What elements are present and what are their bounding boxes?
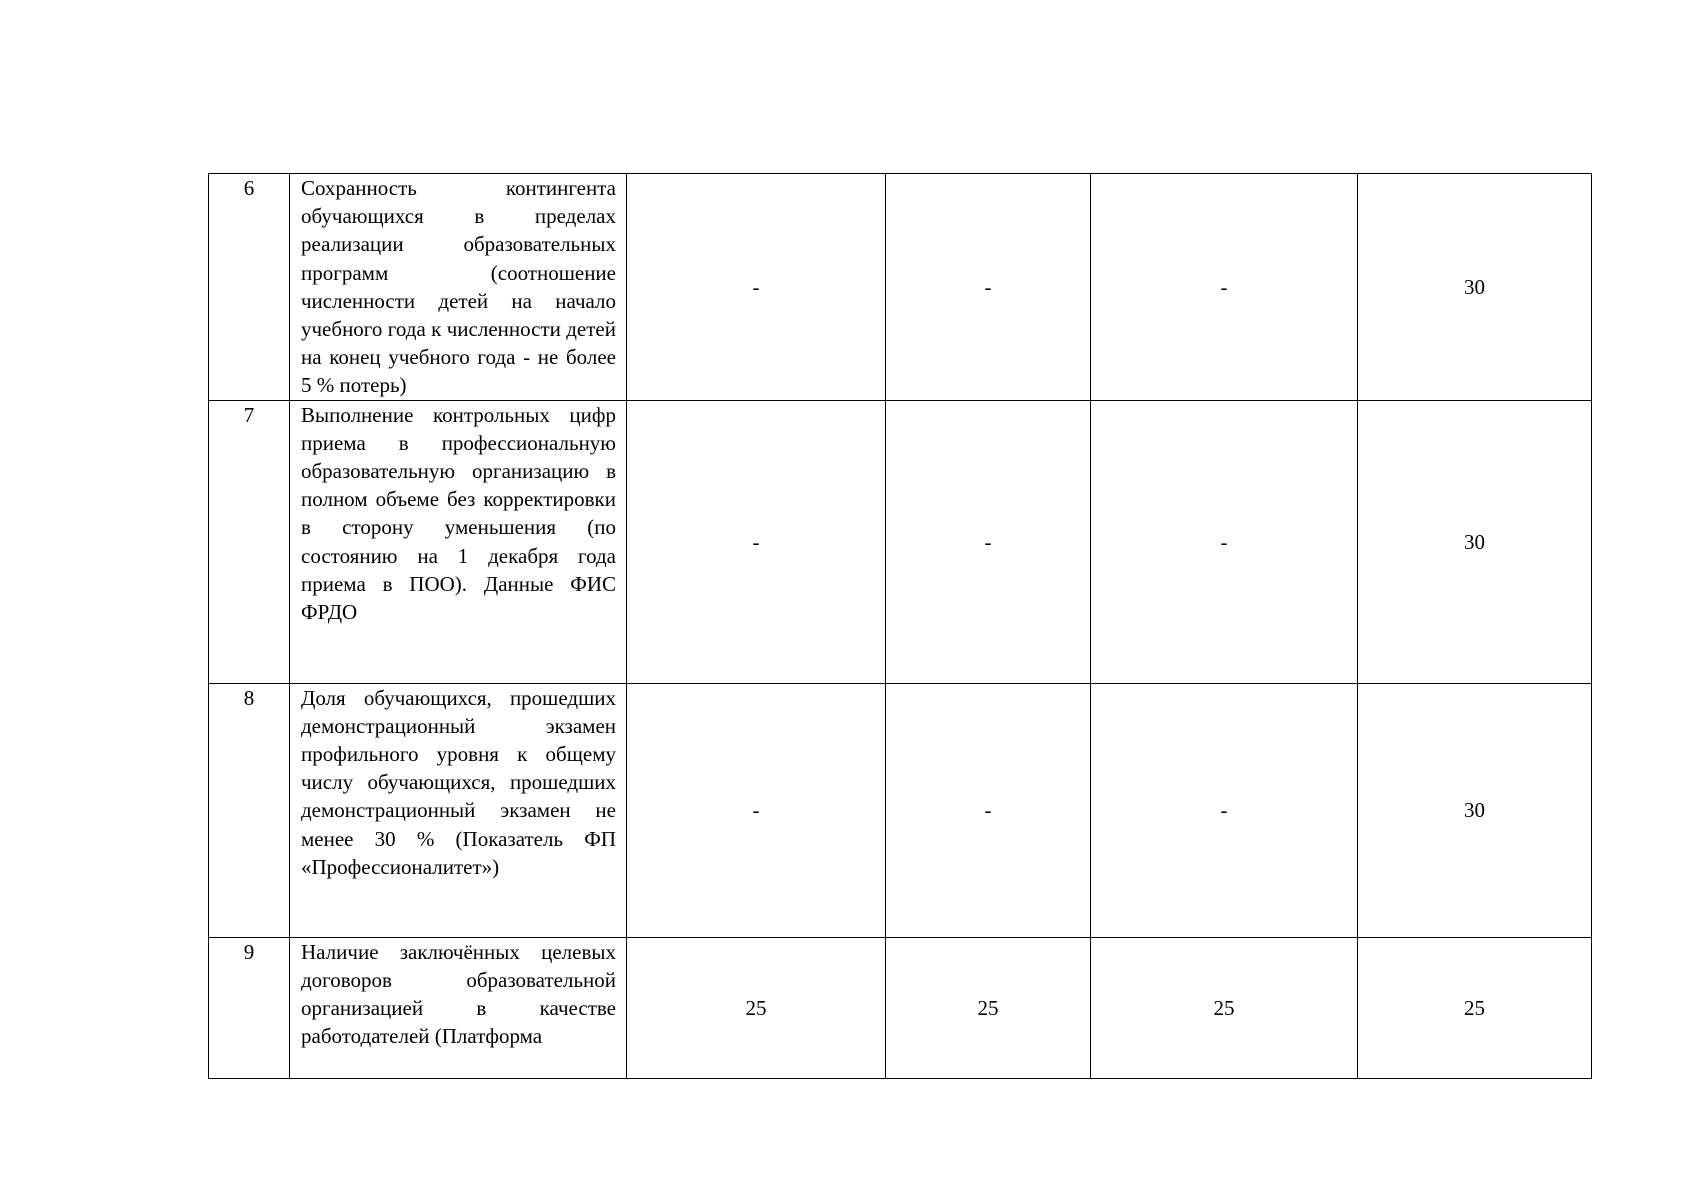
row-number: 6 [209,174,290,401]
row-number: 8 [209,683,290,937]
row-number: 7 [209,400,290,683]
row-value-4: 30 [1358,683,1592,937]
table-row [209,400,1592,683]
row-description: Наличие заключённых целевых договоров образовательной организацией в качестве работодателей (Платформа [290,937,627,1078]
row-value-3: 25 [1091,937,1358,1078]
row-description: Доля обучающихся, прошедших демонстрационный экзамен профильного уровня к общему числу обучающихся, прошедших демонстрационный экзамен не менее 30 % (Показатель ФП «Профессионалитет») [290,683,627,937]
row-value-3: - [1091,174,1358,401]
row-value-1: - [627,683,886,937]
row-value-4: 30 [1358,400,1592,683]
row-value-2: - [886,683,1091,937]
row-description: Сохранность контингента обучающихся в пределах реализации образовательных программ (соотношение численности детей на начало учебного года к численности детей на конец учебного года - не более 5 % потерь) [290,174,627,401]
row-description: Выполнение контрольных цифр приема в профессиональную образовательную организацию в полном объеме без корректировки в сторону уменьшения (по состоянию на 1 декабря года приема в ПОО). Данные ФИС ФРДО [290,400,627,683]
table-row [209,937,1592,1078]
row-value-1: - [627,400,886,683]
table-row [209,174,1592,401]
row-value-2: - [886,174,1091,401]
criteria-table [208,173,1592,1079]
row-number: 9 [209,937,290,1078]
row-value-3: - [1091,400,1358,683]
table-row [209,683,1592,937]
row-value-2: 25 [886,937,1091,1078]
row-value-2: - [886,400,1091,683]
row-value-1: - [627,174,886,401]
row-value-4: 25 [1358,937,1592,1078]
row-value-1: 25 [627,937,886,1078]
row-value-3: - [1091,683,1358,937]
row-value-4: 30 [1358,174,1592,401]
